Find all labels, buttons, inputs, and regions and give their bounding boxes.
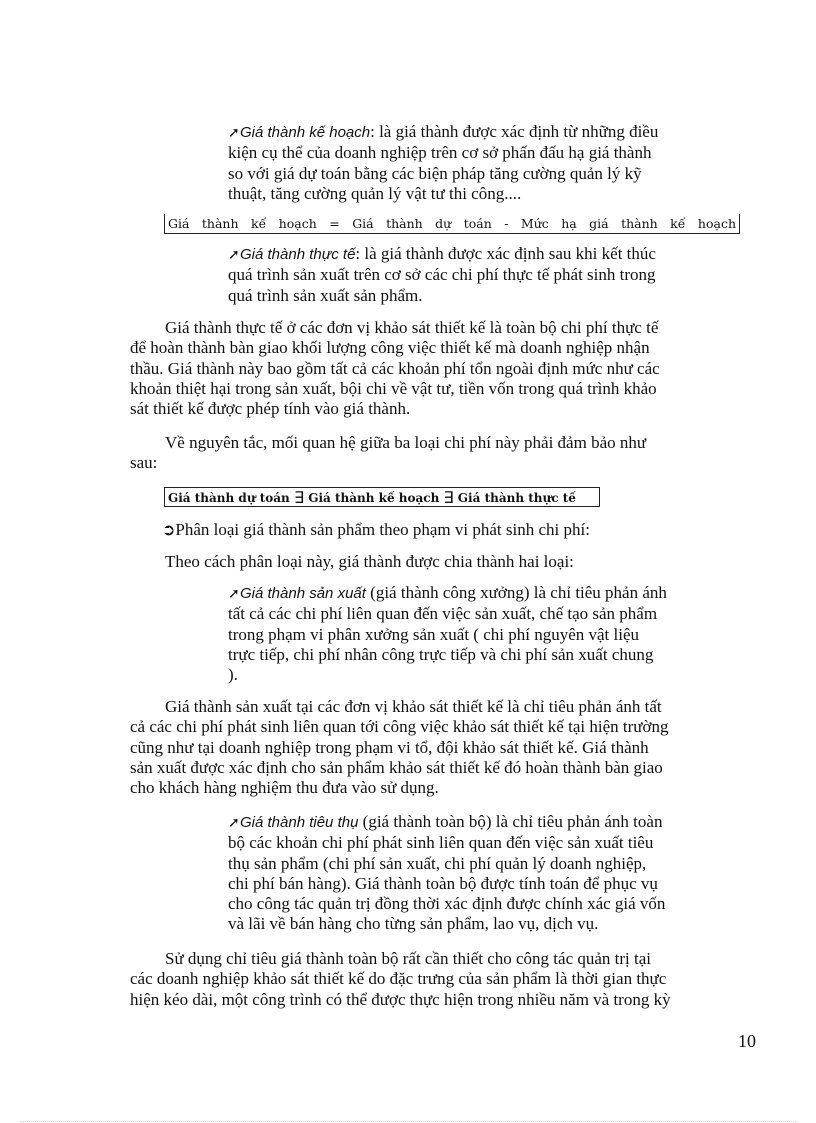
paragraph-line: hiện kéo dài, một công trình có thể được thực hiện trong nhiều năm và trong kỳ [130,989,671,1009]
bullet-term: Giá thành kế hoạch [240,124,371,141]
paragraph-line: sản xuất được xác định cho sản phẩm khảo sát thiết kế đó hoàn thành bàn giao [130,757,663,777]
paragraph-line: Giá thành sản xuất tại các đơn vị khảo sát thiết kế là chỉ tiêu phản ánh tất [165,697,662,716]
paragraph-full-cost-usage [130,949,740,1010]
paragraph-actual-cost [130,318,740,419]
bullet-line: tất cả các chi phí liên quan đến việc sản xuất, chế tạo sản phẩm [228,604,658,624]
bullet-production-cost [228,583,740,685]
exists-symbol: ∃ [293,488,305,507]
paragraph-line: Sử dụng chỉ tiêu giá thành toàn bộ rất cần thiết cho công tác quản trị tại [165,949,652,968]
formula-planned-cost: Giá thành kế hoạch = Giá thành dự toán - Mức hạ giá thành kế hoạch [164,214,740,234]
bullet-actual-cost [228,244,740,306]
arrow-icon: ➚ [228,247,240,263]
bullet-text: (giá thành toàn bộ) là chỉ tiêu phản ánh toàn [358,812,663,831]
section-heading [162,520,742,540]
bullet-text: : là giá thành được xác định sau khi kết thúc [355,244,656,263]
paragraph-line: Giá thành thực tế ở các đơn vị khảo sát thiết kế là toàn bộ chi phí thực tế [165,318,659,337]
bullet-line: thuật, tăng cường quản lý vật tư thi công.... [228,183,522,203]
bullet-line: thụ sản phẩm (chi phí sản xuất, chi phí quản lý doanh nghiệp, [228,853,647,873]
bullet-line [228,812,740,833]
paragraph-line: thầu. Giá thành này bao gồm tất cả các khoản phí tổn ngoài định mức như các [130,358,660,378]
bullet-line [228,244,740,265]
paragraph-line: sát thiết kế được phép tính vào giá thành. [130,399,411,419]
bullet-line: bộ các khoản chi phí phát sinh liên quan đến việc sản xuất tiêu [228,833,654,853]
arrow-icon: ➚ [228,125,240,141]
bullet-line: quá trình sản xuất sản phẩm. [228,285,423,305]
bullet-line: ). [228,665,238,685]
arrow-icon: ➚ [228,586,240,602]
bullet-line: quá trình sản xuất trên cơ sở các chi phí thực tế phát sinh trong [228,265,656,285]
bullet-line: trực tiếp, chi phí nhân công trực tiếp và chi phí sản xuất chung [228,644,654,664]
section-heading-text: Phân loại giá thành sản phẩm theo phạm vi phát sinh chi phí: [175,520,590,539]
bullet-consumption-cost [228,812,740,935]
bullet-text: (giá thành công xưởng) là chỉ tiêu phản ánh [365,583,667,602]
paragraph-line: cho khách hàng nghiệm thu đưa vào sử dụng. [130,778,439,798]
paragraph-principle [130,433,740,474]
paragraph-line: sau: [130,453,158,473]
footer-divider [20,1121,796,1122]
intro-line: Theo cách phân loại này, giá thành được chia thành hai loại: [165,552,574,571]
bullet-term: Giá thành tiêu thụ [240,814,359,831]
bullet-line: chi phí bán hàng). Giá thành toàn bộ được tính toán để phục vụ [228,873,658,893]
bullet-line: cho công tác quản trị đồng thời xác định được chính xác giá vốn [228,894,666,914]
bullet-planned-cost [228,122,740,204]
paragraph-line: Về nguyên tắc, mối quan hệ giữa ba loại chi phí này phải đảm bảo như [165,433,647,452]
bullet-line: và lãi về bán hàng cho từng sản phẩm, lao vụ, dịch vụ. [228,914,599,934]
paragraph-line: để hoàn thành bàn giao khối lượng công việc thiết kế mà doanh nghiệp nhận [130,338,650,358]
arrow-icon: ➚ [228,815,240,831]
bullet-line: kiện cụ thể của doanh nghiệp trên cơ sở phấn đấu hạ giá thành [228,143,652,163]
paragraph-line: các doanh nghiệp khảo sát thiết kế do đặc trưng của sản phẩm là thời gian thực [130,969,667,989]
paragraph-line: cũng như tại doanh nghiệp trong phạm vi tổ, đội khảo sát thiết kế. Giá thành [130,737,649,757]
bullet-text: : là giá thành được xác định từ những điều [370,122,659,141]
bullet-term: Giá thành thực tế [240,246,356,263]
bullet-line [228,583,740,604]
bullet-line: so với giá dự toán bằng các biện pháp tăng cường quản lý kỹ [228,163,642,183]
formula-cost-relation: Giá thành dự toán ∃ Giá thành kế hoạch ∃ Giá thành thực tế [164,487,600,507]
bullet-line [228,122,740,143]
bullet-term: Giá thành sản xuất [240,585,366,602]
paragraph-production-cost [130,697,740,798]
bullet-line: trong phạm vi phân xưởng sản xuất ( chi phí nguyên vật liệu [228,624,640,644]
pointer-arrow-icon: ➲ [162,520,176,539]
paragraph-line: cả các chi phí phát sinh liên quan tới công việc khảo sát thiết kế tại hiện trường [130,717,669,737]
page-number: 10 [738,1031,756,1051]
exists-symbol: ∃ [443,488,454,507]
paragraph-line: khoản thiệt hại trong sản xuất, bội chi về vật tư, tiền vốn trong quá trình khảo [130,378,657,398]
